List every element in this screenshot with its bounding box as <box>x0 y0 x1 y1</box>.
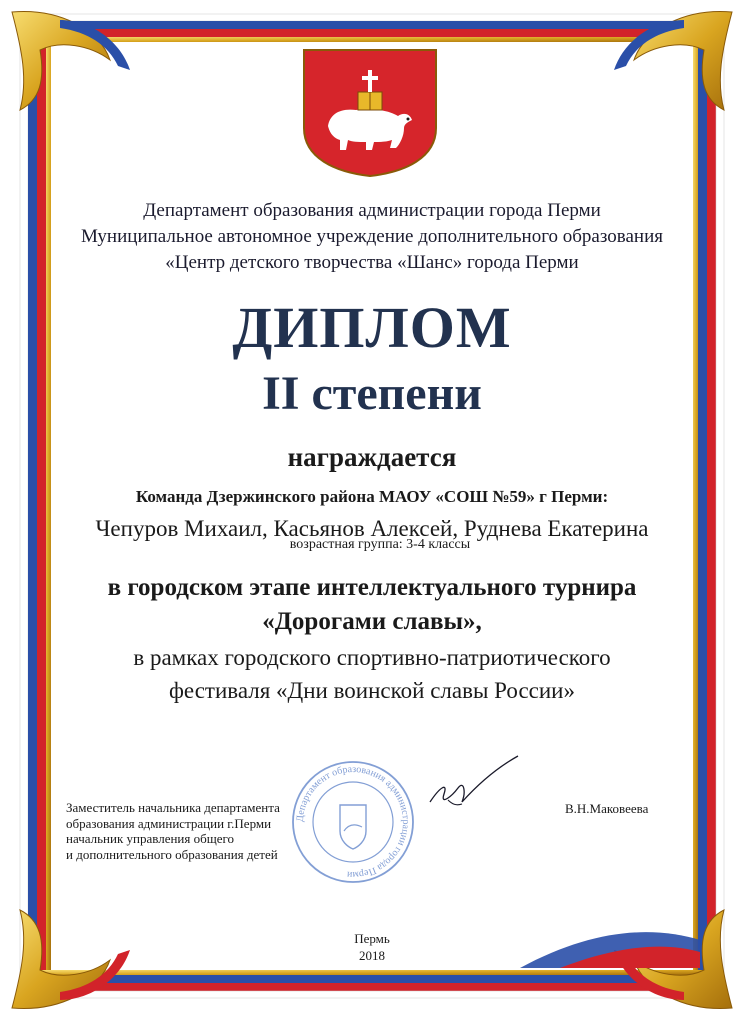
position-line-1: Заместитель начальника департамента <box>66 800 280 815</box>
event-line-4: фестиваля «Дни воинской славы России» <box>169 678 575 703</box>
header-line-1: Департамент образования администрации города Перми <box>143 200 601 221</box>
team-members: Чепуров Михаил, Касьянов Алексей, Руднева Екатерина <box>95 516 649 541</box>
event-line-3: в рамках городского спортивно-патриотического <box>133 645 611 670</box>
awarded-label: награждается <box>287 442 457 472</box>
diploma-title: ДИПЛОМ <box>232 295 512 360</box>
stamp-text: Департамент образования администрации города Перми <box>294 763 412 881</box>
top-ribbon <box>40 14 704 42</box>
bottom-ribbon <box>40 970 704 998</box>
handwritten-signature <box>370 752 520 822</box>
footer-city: Пермь <box>354 931 390 946</box>
position-line-3: начальник управления общего <box>66 831 235 846</box>
age-group: возрастная группа: 3-4 классы <box>289 537 471 552</box>
perm-coat-of-arms-icon <box>300 48 440 178</box>
team-name: Команда Дзержинского района МАОУ «СОШ №59» г Перми: <box>135 487 609 506</box>
header-line-2: Муниципальное автономное учреждение дополнительного образования <box>81 226 663 247</box>
signatory-position <box>66 800 280 862</box>
position-line-4: и дополнительного образования детей <box>66 846 278 862</box>
event-line-1: в городском этапе интеллектуального турнира <box>107 574 637 601</box>
event-line-2: «Дорогами славы», <box>262 608 482 635</box>
left-ribbon <box>20 40 51 980</box>
footer <box>0 930 744 964</box>
position-line-2: образования администрации г.Перми <box>66 815 272 831</box>
footer-year: 2018 <box>359 948 385 963</box>
issuing-organization <box>0 198 744 276</box>
signatory-name: В.Н.Маковеева <box>565 801 649 816</box>
header-line-3: «Центр детского творчества «Шанс» города Перми <box>165 252 579 273</box>
diploma-degree: II степени <box>262 367 482 420</box>
right-ribbon <box>693 40 724 980</box>
